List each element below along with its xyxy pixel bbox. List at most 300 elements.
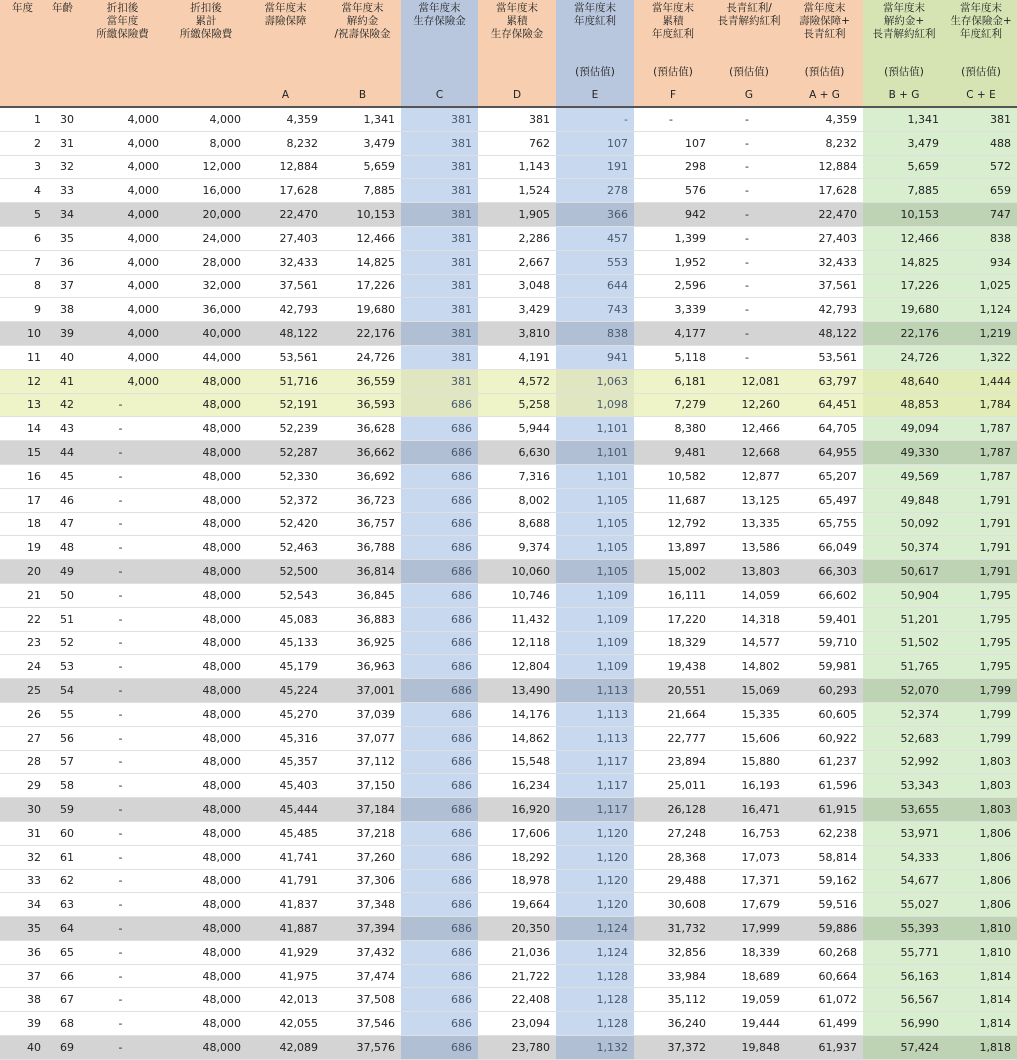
table-cell: 45,357 xyxy=(247,750,324,774)
table-cell: 18 xyxy=(0,512,45,536)
column-header-line: 折扣後 xyxy=(190,2,222,14)
table-cell: 381 xyxy=(401,298,478,322)
table-cell: 17,220 xyxy=(634,607,712,631)
table-cell: 381 xyxy=(401,250,478,274)
table-cell: 37 xyxy=(0,964,45,988)
column-letter: G xyxy=(712,82,786,107)
column-header-line: 累積 xyxy=(506,15,528,27)
table-cell: 1,120 xyxy=(556,893,634,917)
table-cell: 1,787 xyxy=(945,441,1017,465)
table-cell: 65,207 xyxy=(786,464,863,488)
table-cell: 2,286 xyxy=(478,226,556,250)
table-cell: 1,128 xyxy=(556,988,634,1012)
table-cell: 36,000 xyxy=(165,298,247,322)
table-cell: 48,000 xyxy=(165,607,247,631)
table-cell: 19 xyxy=(0,536,45,560)
table-cell: 762 xyxy=(478,131,556,155)
column-header-13 xyxy=(945,0,1017,60)
table-cell: - xyxy=(80,869,165,893)
table-cell: 64,705 xyxy=(786,417,863,441)
table-cell: 36 xyxy=(0,940,45,964)
table-cell: 36,559 xyxy=(324,369,401,393)
table-row xyxy=(0,107,1017,131)
table-cell: 60,922 xyxy=(786,726,863,750)
table-cell: 34 xyxy=(45,203,80,227)
table-cell: 37,432 xyxy=(324,940,401,964)
table-cell: 54,677 xyxy=(863,869,945,893)
table-cell: 12,260 xyxy=(712,393,786,417)
table-cell: 686 xyxy=(401,917,478,941)
table-cell: 1,806 xyxy=(945,893,1017,917)
estimate-label: (預估值) xyxy=(945,60,1017,82)
table-cell: 366 xyxy=(556,203,634,227)
table-cell: 26 xyxy=(0,702,45,726)
table-cell: 686 xyxy=(401,940,478,964)
table-cell: 30 xyxy=(45,107,80,131)
table-cell: 5,258 xyxy=(478,393,556,417)
table-cell: 35 xyxy=(0,917,45,941)
table-cell: 37,077 xyxy=(324,726,401,750)
table-cell: 8,000 xyxy=(165,131,247,155)
table-cell: 61,596 xyxy=(786,774,863,798)
table-cell: 40 xyxy=(45,345,80,369)
table-cell: 49,569 xyxy=(863,464,945,488)
table-cell: 30 xyxy=(0,798,45,822)
table-cell: 4,000 xyxy=(80,179,165,203)
table-cell: 52,683 xyxy=(863,726,945,750)
table-cell: 69 xyxy=(45,1036,80,1060)
table-cell: 4,000 xyxy=(80,250,165,274)
table-cell: 13,897 xyxy=(634,536,712,560)
table-cell: 53,343 xyxy=(863,774,945,798)
table-cell: 32,000 xyxy=(165,274,247,298)
table-cell: 4,000 xyxy=(80,369,165,393)
table-cell: 17,628 xyxy=(786,179,863,203)
table-cell: 838 xyxy=(945,226,1017,250)
table-cell: 19,438 xyxy=(634,655,712,679)
table-row xyxy=(0,798,1017,822)
table-cell: 1,113 xyxy=(556,679,634,703)
table-cell: 686 xyxy=(401,560,478,584)
table-cell: 1,791 xyxy=(945,512,1017,536)
table-cell: 686 xyxy=(401,631,478,655)
table-row xyxy=(0,464,1017,488)
table-cell: 381 xyxy=(945,107,1017,131)
table-cell: 1,109 xyxy=(556,583,634,607)
table-cell: 59,981 xyxy=(786,655,863,679)
table-cell: 686 xyxy=(401,750,478,774)
table-cell: 52 xyxy=(45,631,80,655)
table-cell: 51,502 xyxy=(863,631,945,655)
table-cell: 36,925 xyxy=(324,631,401,655)
table-cell: 1,120 xyxy=(556,869,634,893)
table-cell: 34 xyxy=(0,893,45,917)
column-header-line: 年度紅利 xyxy=(574,15,616,27)
table-cell: 49 xyxy=(45,560,80,584)
table-cell: 24,000 xyxy=(165,226,247,250)
table-cell: 31 xyxy=(45,131,80,155)
table-cell: 1,341 xyxy=(324,107,401,131)
column-header-line: 年度紅利 xyxy=(960,28,1002,40)
table-cell: 61,915 xyxy=(786,798,863,822)
table-cell: - xyxy=(712,345,786,369)
table-cell: 48,122 xyxy=(247,322,324,346)
column-header-line: 生存保險金+ xyxy=(950,15,1012,27)
table-cell: 5 xyxy=(0,203,45,227)
table-cell: 48,000 xyxy=(165,821,247,845)
table-cell: 1,109 xyxy=(556,607,634,631)
table-cell: 7,279 xyxy=(634,393,712,417)
table-cell: 10,060 xyxy=(478,560,556,584)
table-cell: 61,937 xyxy=(786,1036,863,1060)
table-cell: 1,905 xyxy=(478,203,556,227)
table-cell: 66,303 xyxy=(786,560,863,584)
table-cell: 1,143 xyxy=(478,155,556,179)
table-cell: 60,293 xyxy=(786,679,863,703)
table-cell: 52,500 xyxy=(247,560,324,584)
table-cell: 1,105 xyxy=(556,560,634,584)
table-cell: 1,124 xyxy=(945,298,1017,322)
table-cell: 48,000 xyxy=(165,536,247,560)
column-header-line: 壽險保障+ xyxy=(799,15,850,27)
table-cell: 45,403 xyxy=(247,774,324,798)
table-cell: 1,132 xyxy=(556,1036,634,1060)
table-row xyxy=(0,679,1017,703)
table-row xyxy=(0,560,1017,584)
table-cell: 16,193 xyxy=(712,774,786,798)
table-cell: 25,011 xyxy=(634,774,712,798)
table-cell: 8,232 xyxy=(786,131,863,155)
table-cell: 1,806 xyxy=(945,869,1017,893)
table-cell: 4,359 xyxy=(247,107,324,131)
table-cell: - xyxy=(80,679,165,703)
table-cell: 107 xyxy=(634,131,712,155)
estimate-label: (預估值) xyxy=(712,60,786,82)
table-cell: 65,497 xyxy=(786,488,863,512)
table-cell: 23 xyxy=(0,631,45,655)
table-cell: 56,163 xyxy=(863,964,945,988)
table-cell: 19,664 xyxy=(478,893,556,917)
table-cell: 37,218 xyxy=(324,821,401,845)
table-cell: 7,885 xyxy=(324,179,401,203)
table-cell: 686 xyxy=(401,845,478,869)
table-cell: 553 xyxy=(556,250,634,274)
table-cell: 838 xyxy=(556,322,634,346)
estimate-label xyxy=(478,60,556,82)
table-cell: 64 xyxy=(45,917,80,941)
table-row xyxy=(0,131,1017,155)
table-cell: 17,679 xyxy=(712,893,786,917)
table-cell: 7,316 xyxy=(478,464,556,488)
table-cell: 48,000 xyxy=(165,464,247,488)
table-cell: 20,551 xyxy=(634,679,712,703)
column-letter xyxy=(165,82,247,107)
table-cell: 381 xyxy=(401,179,478,203)
column-header-line: 長青紅利/ xyxy=(726,2,772,14)
table-cell: 1,117 xyxy=(556,774,634,798)
table-cell: - xyxy=(80,655,165,679)
table-cell: 1,101 xyxy=(556,441,634,465)
table-cell: 488 xyxy=(945,131,1017,155)
table-cell: 13,490 xyxy=(478,679,556,703)
table-cell: 686 xyxy=(401,1012,478,1036)
table-cell: 45,083 xyxy=(247,607,324,631)
table-cell: 48,000 xyxy=(165,798,247,822)
table-cell: 9 xyxy=(0,298,45,322)
table-cell: 8,002 xyxy=(478,488,556,512)
table-cell: 16,471 xyxy=(712,798,786,822)
table-cell: 32 xyxy=(0,845,45,869)
table-cell: 48,000 xyxy=(165,726,247,750)
table-cell: 56,567 xyxy=(863,988,945,1012)
table-cell: 45,485 xyxy=(247,821,324,845)
table-cell: 25 xyxy=(0,679,45,703)
table-cell: 66,602 xyxy=(786,583,863,607)
table-cell: 52,543 xyxy=(247,583,324,607)
table-cell: 18,978 xyxy=(478,869,556,893)
table-cell: 36,757 xyxy=(324,512,401,536)
table-cell: 49,848 xyxy=(863,488,945,512)
table-cell: - xyxy=(80,702,165,726)
table-cell: 381 xyxy=(401,274,478,298)
table-cell: 42,013 xyxy=(247,988,324,1012)
column-header-line: 累積 xyxy=(662,15,684,27)
table-cell: 12,000 xyxy=(165,155,247,179)
table-cell: 36,723 xyxy=(324,488,401,512)
table-cell: 44 xyxy=(45,441,80,465)
table-cell: 1,105 xyxy=(556,536,634,560)
table-cell: 1,795 xyxy=(945,607,1017,631)
table-cell: 42,793 xyxy=(247,298,324,322)
column-header-line: 長青紅利 xyxy=(803,28,846,40)
table-row xyxy=(0,607,1017,631)
table-cell: 21 xyxy=(0,583,45,607)
table-cell: 37,394 xyxy=(324,917,401,941)
table-cell: 60 xyxy=(45,821,80,845)
table-cell: 41 xyxy=(45,369,80,393)
table-cell: 1,952 xyxy=(634,250,712,274)
table-cell: 20 xyxy=(0,560,45,584)
table-cell: - xyxy=(80,536,165,560)
table-cell: 12,877 xyxy=(712,464,786,488)
table-cell: 686 xyxy=(401,774,478,798)
table-cell: 6,630 xyxy=(478,441,556,465)
table-cell: 29,488 xyxy=(634,869,712,893)
table-cell: 37 xyxy=(45,274,80,298)
table-cell: 1,399 xyxy=(634,226,712,250)
table-cell: 5,659 xyxy=(324,155,401,179)
table-cell: 42,793 xyxy=(786,298,863,322)
table-cell: 644 xyxy=(556,274,634,298)
table-cell: - xyxy=(80,845,165,869)
table-row xyxy=(0,298,1017,322)
table-cell: 14,176 xyxy=(478,702,556,726)
table-cell: 3,429 xyxy=(478,298,556,322)
table-cell: 22 xyxy=(0,607,45,631)
table-cell: 381 xyxy=(401,226,478,250)
table-cell: 28,368 xyxy=(634,845,712,869)
table-cell: 17,226 xyxy=(324,274,401,298)
table-cell: 62 xyxy=(45,869,80,893)
column-header-1 xyxy=(45,0,80,60)
table-cell: 65,755 xyxy=(786,512,863,536)
table-cell: 3,479 xyxy=(324,131,401,155)
table-cell: 12 xyxy=(0,369,45,393)
estimate-label xyxy=(324,60,401,82)
table-cell: 20,350 xyxy=(478,917,556,941)
table-cell: 14,318 xyxy=(712,607,786,631)
table-cell: 37,474 xyxy=(324,964,401,988)
table-cell: 59,886 xyxy=(786,917,863,941)
table-row xyxy=(0,774,1017,798)
table-cell: 52,463 xyxy=(247,536,324,560)
column-letter: D xyxy=(478,82,556,107)
table-cell: - xyxy=(712,107,786,131)
table-cell: 52,374 xyxy=(863,702,945,726)
table-cell: 191 xyxy=(556,155,634,179)
column-header-line: 解約金 xyxy=(346,15,379,27)
table-cell: 686 xyxy=(401,679,478,703)
table-cell: 22,470 xyxy=(247,203,324,227)
table-cell: 13 xyxy=(0,393,45,417)
table-cell: 48,000 xyxy=(165,655,247,679)
table-cell: 1,787 xyxy=(945,464,1017,488)
table-cell: 27 xyxy=(0,726,45,750)
table-cell: 20,000 xyxy=(165,203,247,227)
column-letter: A xyxy=(247,82,324,107)
table-cell: 28 xyxy=(0,750,45,774)
table-row xyxy=(0,726,1017,750)
table-cell: 686 xyxy=(401,821,478,845)
table-cell: 39 xyxy=(45,322,80,346)
table-cell: 298 xyxy=(634,155,712,179)
table-cell: 48,000 xyxy=(165,845,247,869)
table-cell: 12,466 xyxy=(863,226,945,250)
column-header-line: 所繳保險費 xyxy=(179,28,233,40)
table-cell: 1,113 xyxy=(556,726,634,750)
table-cell: 686 xyxy=(401,869,478,893)
table-cell: 1,098 xyxy=(556,393,634,417)
table-cell: 686 xyxy=(401,393,478,417)
table-cell: 16,234 xyxy=(478,774,556,798)
table-cell: 29 xyxy=(0,774,45,798)
column-header-line: 所繳保險費 xyxy=(96,28,149,40)
column-letter: B xyxy=(324,82,401,107)
table-cell: 22,408 xyxy=(478,988,556,1012)
table-cell: 11,687 xyxy=(634,488,712,512)
table-cell: 53,561 xyxy=(247,345,324,369)
column-header-line: 當年度末 xyxy=(960,2,1002,14)
table-cell: 1,806 xyxy=(945,821,1017,845)
table-cell: 8 xyxy=(0,274,45,298)
table-cell: 40 xyxy=(0,1036,45,1060)
column-header-line: 當年度末 xyxy=(883,2,925,14)
table-cell: 48,000 xyxy=(165,917,247,941)
table-cell: 54 xyxy=(45,679,80,703)
table-row xyxy=(0,488,1017,512)
table-cell: 4,000 xyxy=(165,107,247,131)
column-header-line: 當年度末 xyxy=(496,2,538,14)
table-cell: 45 xyxy=(45,464,80,488)
table-cell: 686 xyxy=(401,726,478,750)
column-letter: C + E xyxy=(945,82,1017,107)
table-cell: 8,380 xyxy=(634,417,712,441)
table-cell: 16,000 xyxy=(165,179,247,203)
table-cell: 52,992 xyxy=(863,750,945,774)
table-cell: 4,000 xyxy=(80,274,165,298)
column-letter: C xyxy=(401,82,478,107)
table-cell: 48,000 xyxy=(165,702,247,726)
table-cell: 50 xyxy=(45,583,80,607)
column-header-9 xyxy=(634,0,712,60)
table-cell: 68 xyxy=(45,1012,80,1036)
table-cell: 4,000 xyxy=(80,298,165,322)
table-cell: 37,184 xyxy=(324,798,401,822)
table-cell: 40,000 xyxy=(165,322,247,346)
table-cell: 52,330 xyxy=(247,464,324,488)
table-cell: 686 xyxy=(401,893,478,917)
table-cell: 61,499 xyxy=(786,1012,863,1036)
table-cell: 24 xyxy=(0,655,45,679)
table-cell: 457 xyxy=(556,226,634,250)
column-header-line: 當年度 xyxy=(106,15,139,27)
table-cell: 27,403 xyxy=(247,226,324,250)
table-cell: 11,432 xyxy=(478,607,556,631)
table-cell: 4 xyxy=(0,179,45,203)
table-cell: 17,226 xyxy=(863,274,945,298)
table-cell: 2,667 xyxy=(478,250,556,274)
table-row xyxy=(0,345,1017,369)
table-cell: 44,000 xyxy=(165,345,247,369)
table-cell: 18,339 xyxy=(712,940,786,964)
table-cell: 1,105 xyxy=(556,512,634,536)
table-cell: - xyxy=(712,226,786,250)
table-cell: 9,374 xyxy=(478,536,556,560)
table-cell: 45,316 xyxy=(247,726,324,750)
table-cell: 53,971 xyxy=(863,821,945,845)
table-cell: 42,089 xyxy=(247,1036,324,1060)
table-cell: - xyxy=(712,322,786,346)
table-row xyxy=(0,988,1017,1012)
table-cell: 47 xyxy=(45,512,80,536)
table-cell: 55,027 xyxy=(863,893,945,917)
table-cell: 576 xyxy=(634,179,712,203)
table-cell: 1,799 xyxy=(945,679,1017,703)
table-cell: - xyxy=(80,607,165,631)
table-cell: 1,063 xyxy=(556,369,634,393)
table-cell: 14,059 xyxy=(712,583,786,607)
table-cell: 48,853 xyxy=(863,393,945,417)
table-cell: 12,804 xyxy=(478,655,556,679)
table-cell: 66 xyxy=(45,964,80,988)
table-cell: 35,112 xyxy=(634,988,712,1012)
table-cell: 50,374 xyxy=(863,536,945,560)
table-cell: 22,777 xyxy=(634,726,712,750)
table-cell: 743 xyxy=(556,298,634,322)
table-cell: 42 xyxy=(45,393,80,417)
table-cell: 1,814 xyxy=(945,988,1017,1012)
table-cell: 19,680 xyxy=(324,298,401,322)
table-cell: 22,470 xyxy=(786,203,863,227)
table-cell: 41,791 xyxy=(247,869,324,893)
table-cell: 4,572 xyxy=(478,369,556,393)
table-cell: 45,444 xyxy=(247,798,324,822)
table-cell: 6 xyxy=(0,226,45,250)
table-cell: 23,894 xyxy=(634,750,712,774)
table-cell: 31,732 xyxy=(634,917,712,941)
table-row xyxy=(0,702,1017,726)
table-cell: - xyxy=(712,203,786,227)
